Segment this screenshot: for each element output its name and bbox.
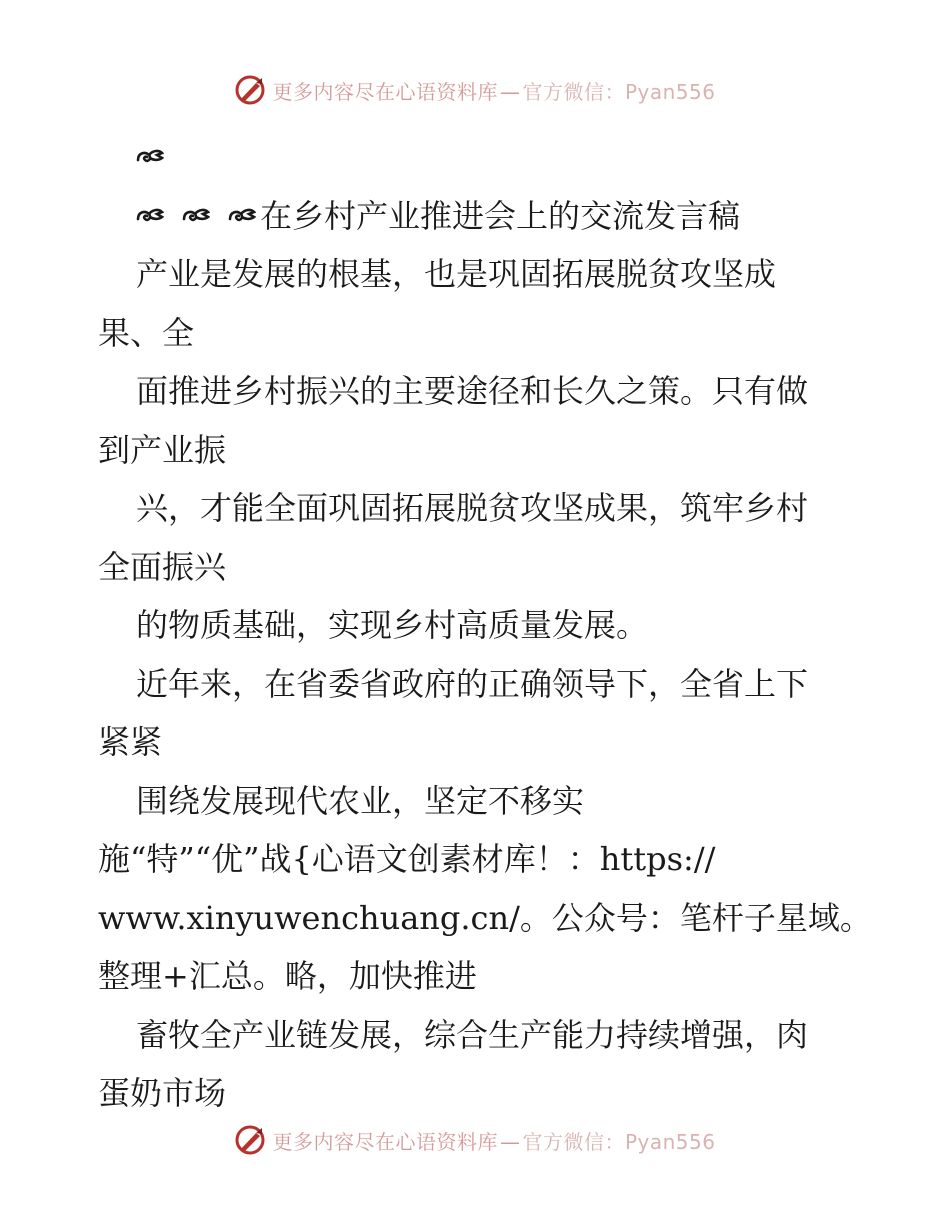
document-title: 在乡村产业推进会上的交流发言稿 — [260, 196, 741, 235]
paragraph-line: 果、全 — [98, 313, 195, 352]
paragraph-line: 畜牧全产业链发展，综合生产能力持续增强，肉 — [136, 1015, 809, 1054]
paragraph-line: 紧紧 — [98, 723, 163, 761]
paragraph-line: 施“特”“优”战{心语文创素材库！：https:// — [98, 840, 716, 878]
paragraph-line: 面推进乡村振兴的主要途径和长久之策。只有做 — [136, 372, 809, 410]
document-body — [98, 128, 872, 1123]
paragraph-line: 产业是发展的根基，也是巩固拓展脱贫攻坚成 — [136, 255, 777, 293]
paragraph-line: 围绕发展现代农业，坚定不移实 — [136, 781, 585, 820]
banner-text: 更多内容尽在心语资料库 — 官方微信：Pyan556 — [272, 1129, 716, 1154]
banner-text: 更多内容尽在心语资料库 — 官方微信：Pyan556 — [272, 79, 716, 104]
paragraph-line: www.xinyuwenchuang.cn/。公众号：笔杆子星域。 — [98, 898, 872, 937]
document-title-line — [98, 187, 858, 246]
footer-banner — [0, 1120, 950, 1160]
fleuron-ornament-icon — [136, 203, 164, 229]
paragraph-line: 到产业振 — [98, 430, 227, 469]
paragraph-line: 蛋奶市场 — [98, 1074, 227, 1112]
paragraph-line: 兴，才能全面巩固拓展脱贫攻坚成果，筑牢乡村 — [136, 489, 809, 527]
fleuron-ornament-icon — [136, 144, 164, 170]
pen-nib-logo-icon — [234, 1124, 266, 1156]
pen-nib-logo-icon — [234, 74, 266, 106]
paragraph-line: 的物质基础，实现乡村高质量发展。 — [136, 606, 649, 644]
header-banner — [0, 70, 950, 110]
fleuron-line — [98, 128, 858, 187]
paragraph-line: 全面振兴 — [98, 547, 227, 586]
paragraph-line: 整理+汇总。略，加快推进 — [98, 957, 477, 995]
fleuron-ornament-icon — [182, 203, 210, 229]
fleuron-ornament-icon — [228, 203, 256, 229]
paragraph-line: 近年来，在省委省政府的正确领导下，全省上下 — [136, 664, 809, 703]
